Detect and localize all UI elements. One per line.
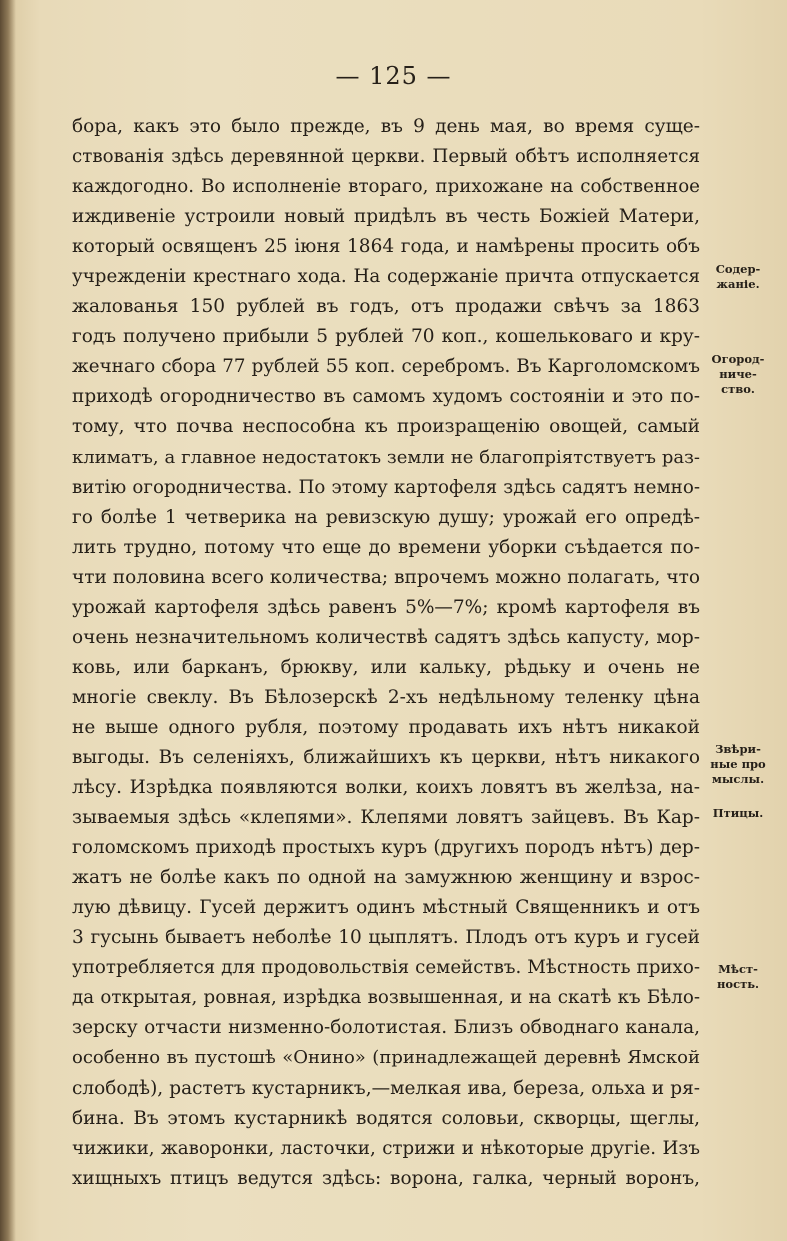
margin-note-line: Птицы. (712, 806, 764, 820)
text-line: да открытая, ровная, изрѣдка возвышенная, и на скатѣ къ Бѣло- (72, 987, 700, 1009)
margin-note-line: Звѣри- (715, 742, 761, 756)
margin-note-line: ство. (721, 382, 755, 396)
text-line: жечнаго сбора 77 рублей 55 коп. серебромъ. Въ Карголомскомъ (72, 356, 700, 378)
text-line: климатъ, а главное недостатокъ земли не благопріятствуетъ раз- (72, 446, 700, 468)
margin-note-line: жаніе. (716, 277, 760, 291)
text-line: лѣсу. Изрѣдка появляются волки, коихъ ловятъ въ желѣза, на- (72, 777, 700, 799)
text-line: многіе свеклу. Въ Бѣлозерскѣ 2-хъ недѣльному теленку цѣна (72, 686, 700, 708)
body-text (72, 112, 700, 1194)
text-line: ствованія здѣсь деревянной церкви. Первый обѣтъ исполняется (72, 146, 700, 168)
margin-note-line: Мѣст- (718, 962, 758, 976)
text-line: особенно въ пустошѣ «Онино» (принадлежащей деревнѣ Ямской (72, 1047, 700, 1069)
text-line: иждивеніе устроили новый придѣлъ въ честь Божіей Матери, (72, 206, 700, 228)
text-line: очень незначительномъ количествѣ садятъ здѣсь капусту, мор- (72, 626, 700, 648)
margin-note-ptitsy (702, 806, 774, 821)
margin-note-mestnost (702, 962, 774, 992)
margin-note-line: ность. (716, 977, 760, 991)
text-line: приходѣ огородничество въ самомъ худомъ состояніи и это по- (72, 386, 700, 408)
text-line: лить трудно, потому что еще до времени уборки съѣдается по- (72, 536, 700, 558)
text-line: тому, что почва неспособна къ произращенію овощей, самый (72, 416, 700, 438)
text-line: жалованья 150 рублей въ годъ, отъ продажи свѣчъ за 1863 (72, 296, 700, 318)
text-line: употребляется для продовольствія семействъ. Мѣстность прихо- (72, 957, 700, 979)
margin-note-zverinye (702, 742, 774, 787)
text-line: жатъ не болѣе какъ по одной на замужнюю женщину и взрос- (72, 867, 700, 889)
text-line: го болѣе 1 четверика на ревизскую душу; урожай его опредѣ- (72, 506, 700, 528)
text-line: не выше одного рубля, поэтому продавать ихъ нѣтъ никакой (72, 716, 700, 738)
text-line: выгоды. Въ селеніяхъ, ближайшихъ къ церкви, нѣтъ никакого (72, 746, 700, 768)
text-line: каждогодно. Во исполненіе втораго, прихожане на собственное (72, 176, 700, 198)
text-line: бина. Въ этомъ кустарникѣ водятся соловьи, скворцы, щеглы, (72, 1107, 700, 1129)
text-line: хищныхъ птицъ ведутся здѣсь: ворона, галка, черный воронъ, (72, 1167, 700, 1189)
margin-note-ogorodnichestvo (702, 352, 774, 397)
text-line: голомскомъ приходѣ простыхъ куръ (другихъ породъ нѣтъ) дер- (72, 837, 700, 859)
text-line: зерску отчасти низменно-болотистая. Близъ обводнаго канала, (72, 1017, 700, 1039)
text-line: лую дѣвицу. Гусей держитъ одинъ мѣстный Священникъ и отъ (72, 897, 700, 919)
text-line: бора, какъ это было прежде, въ 9 день мая, во время суще- (72, 116, 700, 137)
margin-note-line: ниче- (719, 367, 757, 381)
text-line: годъ получено прибыли 5 рублей 70 коп., кошельковаго и кру- (72, 326, 700, 348)
margin-note-line: мыслы. (711, 772, 765, 786)
text-line: учрежденіи крестнаго хода. На содержаніе причта отпускается (72, 266, 700, 288)
page-number: — 125 — (335, 62, 452, 90)
text-line: витію огородничества. По этому картофеля здѣсь садятъ немно- (72, 476, 700, 498)
book-binding-edge (0, 0, 16, 1241)
margin-note-line: ные про (710, 757, 766, 771)
text-line: который освященъ 25 іюня 1864 года, и намѣрены просить объ (72, 236, 700, 258)
text-line: ковь, или барканъ, брюкву, или кальку, рѣдьку и очень не (72, 656, 700, 678)
margin-note-soderzhanie (702, 262, 774, 292)
margin-note-line: Содер- (715, 262, 761, 276)
text-line: урожай картофеля здѣсь равенъ 5%—7%; кромѣ картофеля въ (72, 596, 700, 618)
text-line: чти половина всего количества; впрочемъ можно полагать, что (72, 566, 700, 588)
text-line: зываемыя здѣсь «клепями». Клепями ловятъ зайцевъ. Въ Кар- (72, 807, 700, 829)
margin-note-line: Огород- (711, 352, 765, 366)
text-line: слободѣ), растетъ кустарникъ,—мелкая ива, береза, ольха и ря- (72, 1077, 700, 1099)
text-line: чижики, жаворонки, ласточки, стрижи и нѣкоторые другіе. Изъ (72, 1137, 700, 1159)
text-line: 3 гусынь бываетъ неболѣе 10 цыплятъ. Плодъ отъ куръ и гусей (72, 927, 700, 949)
